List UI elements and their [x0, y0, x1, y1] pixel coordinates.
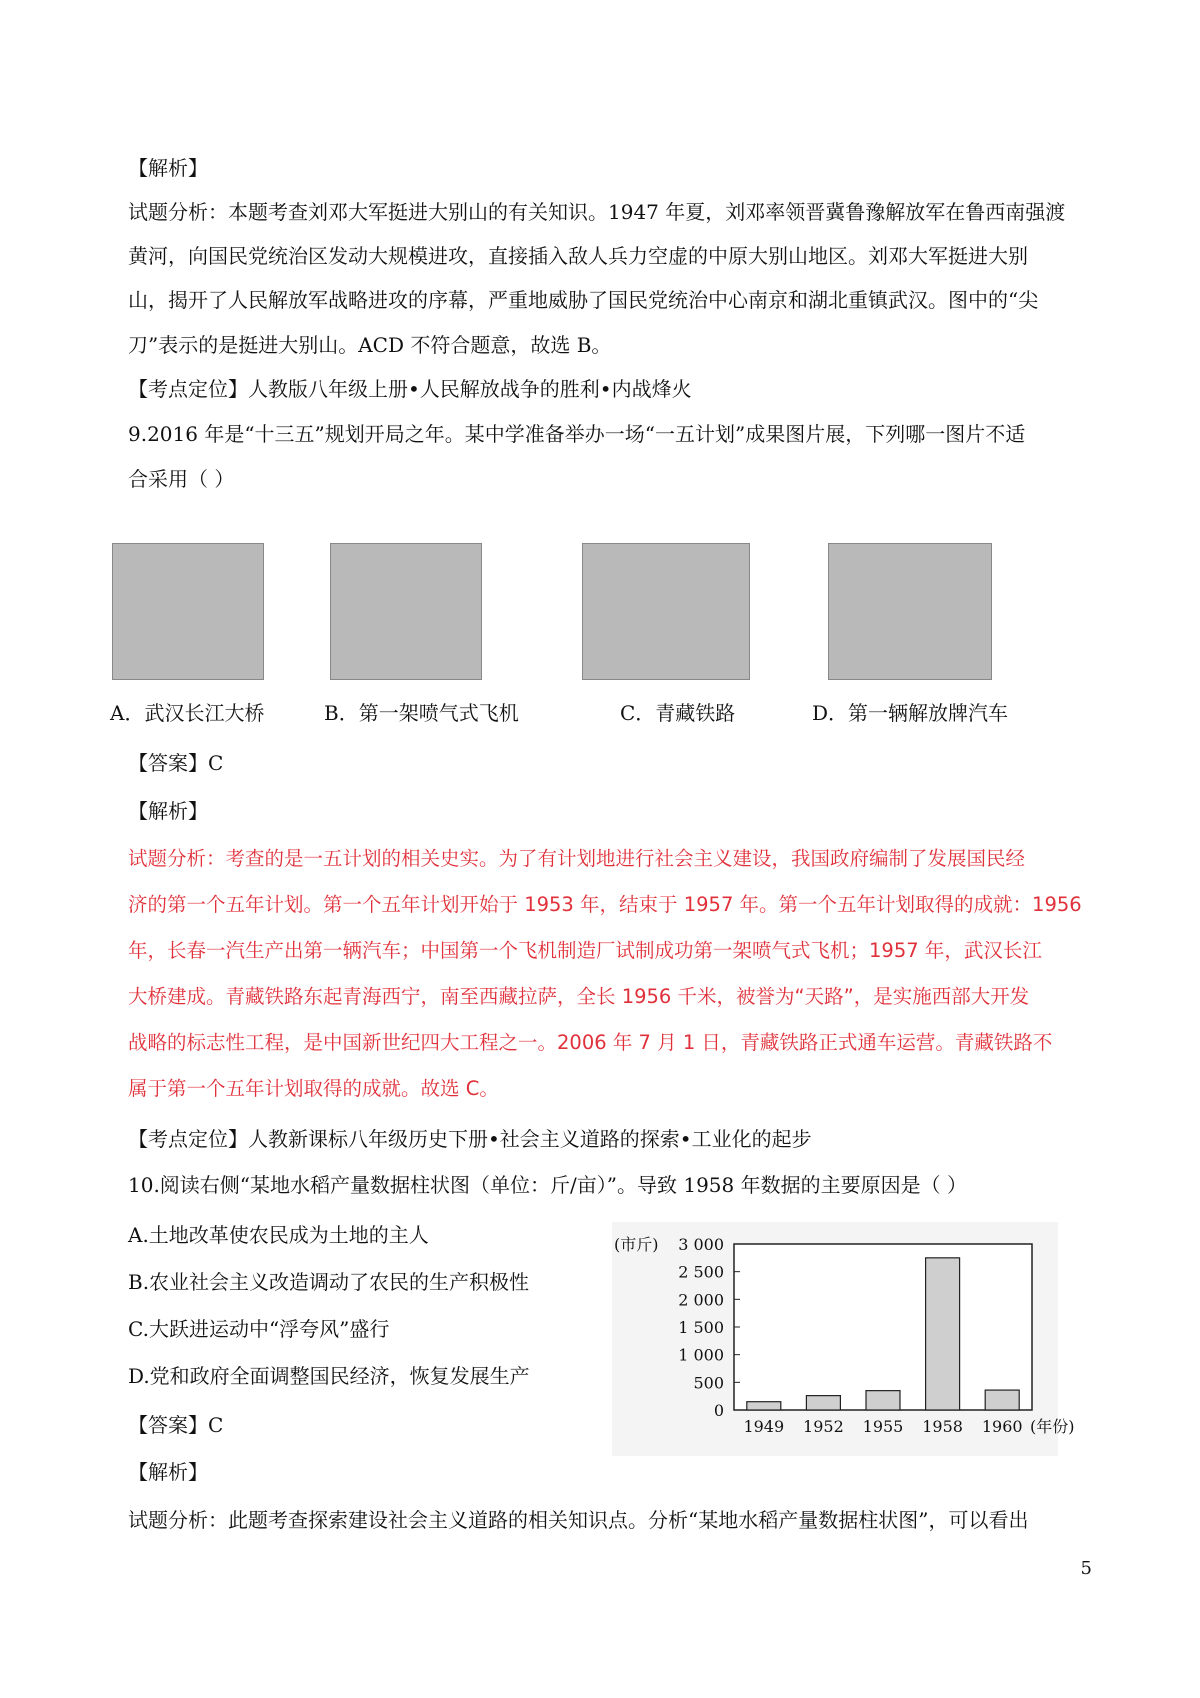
- question-10: 10.阅读右侧“某地水稻产量数据柱状图（单位：斤/亩）”。导致 1958 年数据的主要原因是（ ）: [128, 1173, 967, 1197]
- x-tick-label: 1955: [862, 1417, 904, 1436]
- text-line: 试题分析：本题考查刘邓大军挺进大别山的有关知识。1947 年夏，刘邓率领晋冀鲁豫解放军在鲁西南强渡: [128, 200, 1066, 224]
- rice-yield-chart: [612, 1222, 1075, 1456]
- photo-wuhan-bridge: [112, 543, 264, 680]
- option-10-a: A.土地改革使农民成为土地的主人: [128, 1223, 429, 1247]
- question-9: 9.2016 年是“十三五”规划开局之年。某中学准备举办一场“一五计划”成果图片展，下列哪一图片不适: [128, 422, 1026, 446]
- y-tick-label: 1 500: [678, 1318, 724, 1337]
- photo-jiefang-truck: [828, 543, 992, 680]
- x-axis-label: (年份): [1030, 1417, 1075, 1436]
- analysis-red-line: 战略的标志性工程，是中国新世纪四大工程之一。2006 年 7 月 1 日，青藏铁路正式通车运营。青藏铁路不: [128, 1031, 1053, 1054]
- option-10-d: D.党和政府全面调整国民经济，恢复发展生产: [128, 1364, 530, 1388]
- option-a: A．武汉长江大桥: [110, 701, 265, 725]
- y-tick-label: 500: [693, 1373, 724, 1393]
- y-axis-label: (市斤): [614, 1235, 659, 1254]
- plot-frame: [734, 1244, 1032, 1410]
- bar-1949: [747, 1402, 781, 1410]
- y-tick-label: 2 500: [678, 1262, 724, 1282]
- y-tick-label: 3 000: [678, 1235, 724, 1254]
- analysis-red-line: 试题分析：考查的是一五计划的相关史实。为了有计划地进行社会主义建设，我国政府编制了发展国民经: [128, 847, 1026, 870]
- bar-1958: [926, 1258, 960, 1410]
- analysis-red-line: 年，长春一汽生产出第一辆汽车；中国第一个飞机制造厂试制成功第一架喷气式飞机；1957 年，武汉长江: [128, 939, 1042, 962]
- page-number: 5: [1080, 1558, 1092, 1579]
- analysis-red-line: 济的第一个五年计划。第一个五年计划开始于 1953 年，结束于 1957 年。第一个五年计划取得的成就：1956: [128, 893, 1082, 916]
- photo-jet-plane: [330, 543, 482, 680]
- text-line: 黄河，向国民党统治区发动大规模进攻，直接插入敌人兵力空虚的中原大别山地区。刘邓大军挺进大别: [128, 244, 1028, 268]
- topic-location: 【考点定位】人教版八年级上册•人民解放战争的胜利•内战烽火: [128, 377, 692, 401]
- answer-9: 【答案】C: [128, 751, 224, 775]
- bar-1952: [806, 1396, 840, 1410]
- chart-svg: [612, 1222, 1075, 1456]
- x-tick-label: 1960: [981, 1417, 1023, 1436]
- analysis-red-line: 大桥建成。青藏铁路东起青海西宁，南至西藏拉萨，全长 1956 千米，被誉为“天路”，是实施西部大开发: [128, 985, 1030, 1008]
- analysis-heading: 【解析】: [128, 799, 208, 823]
- y-tick-label: 2 000: [678, 1290, 724, 1310]
- analysis-heading: 【解析】: [128, 1460, 208, 1484]
- y-tick-label: 1 000: [678, 1345, 724, 1365]
- bar-1955: [866, 1391, 900, 1410]
- option-c: C．青藏铁路: [620, 701, 736, 725]
- photo-qingzang-railway: [582, 543, 750, 680]
- analysis-red-line: 属于第一个五年计划取得的成就。故选 C。: [128, 1077, 499, 1100]
- option-10-b: B.农业社会主义改造调动了农民的生产积极性: [128, 1270, 530, 1294]
- option-d: D．第一辆解放牌汽车: [812, 701, 1009, 725]
- bar-1960: [985, 1390, 1019, 1410]
- topic-location: 【考点定位】人教新课标八年级历史下册•社会主义道路的探索•工业化的起步: [128, 1127, 812, 1151]
- x-tick-label: 1958: [922, 1417, 963, 1436]
- answer-10: 【答案】C: [128, 1413, 224, 1437]
- option-10-c: C.大跃进运动中“浮夸风”盛行: [128, 1317, 390, 1341]
- option-b: B．第一架喷气式飞机: [324, 701, 519, 725]
- question-9-cont: 合采用（ ）: [128, 467, 235, 491]
- x-tick-label: 1952: [803, 1417, 844, 1436]
- text-line: 山，揭开了人民解放军战略进攻的序幕，严重地威胁了国民党统治中心南京和湖北重镇武汉。图中的“尖: [128, 288, 1039, 312]
- text-line: 试题分析：此题考查探索建设社会主义道路的相关知识点。分析“某地水稻产量数据柱状图”，可以看出: [128, 1508, 1029, 1532]
- y-tick-label: 0: [713, 1401, 724, 1420]
- analysis-heading: 【解析】: [128, 156, 208, 180]
- text-line: 刀”表示的是挺进大别山。ACD 不符合题意，故选 B。: [128, 333, 612, 357]
- x-tick-label: 1949: [743, 1417, 785, 1436]
